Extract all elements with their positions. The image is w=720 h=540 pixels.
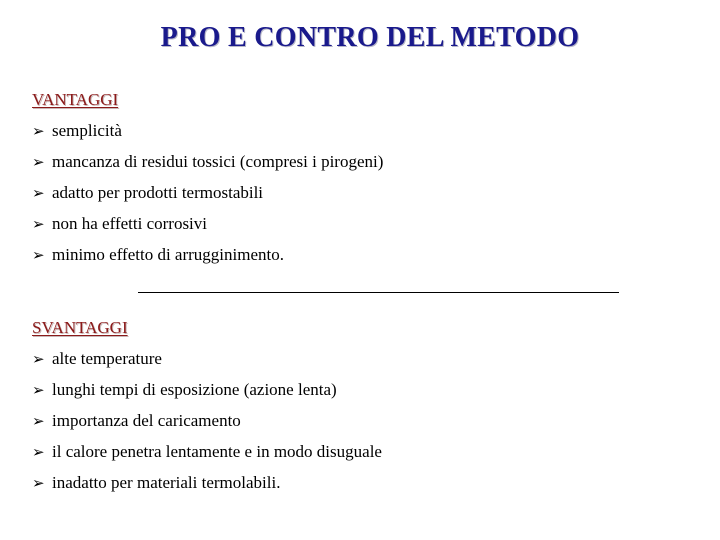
list-item: [32, 410, 382, 441]
list-item: [32, 472, 382, 503]
list-item: [32, 244, 383, 275]
pros-list: [32, 120, 383, 275]
list-item-text: il calore penetra lentamente e in modo disuguale: [52, 442, 382, 461]
cons-heading: SVANTAGGI: [32, 318, 128, 337]
arrow-bullet-icon: ➢: [32, 122, 45, 140]
pros-heading: VANTAGGI: [32, 90, 119, 109]
list-item-text: semplicità: [52, 121, 122, 140]
list-item: [32, 213, 383, 244]
list-item-text: importanza del caricamento: [52, 411, 241, 430]
list-item-text: lunghi tempi di esposizione (azione lenta): [52, 380, 337, 399]
cons-list: [32, 348, 382, 503]
list-item-text: adatto per prodotti termostabili: [52, 183, 264, 202]
list-item-text: mancanza di residui tossici (compresi i pirogeni): [52, 152, 384, 171]
list-item: [32, 379, 382, 410]
list-item: [32, 441, 382, 472]
list-item: [32, 151, 383, 182]
arrow-bullet-icon: ➢: [32, 153, 45, 171]
arrow-bullet-icon: ➢: [32, 381, 45, 399]
arrow-bullet-icon: ➢: [32, 215, 45, 233]
list-item-text: non ha effetti corrosivi: [52, 214, 208, 233]
arrow-bullet-icon: ➢: [32, 443, 45, 461]
list-item-text: alte temperature: [52, 349, 162, 368]
arrow-bullet-icon: ➢: [32, 412, 45, 430]
slide-title: PRO E CONTRO DEL METODO: [160, 22, 580, 53]
section-divider: [138, 292, 619, 293]
arrow-bullet-icon: ➢: [32, 184, 45, 202]
list-item-text: inadatto per materiali termolabili.: [52, 473, 281, 492]
list-item-text: minimo effetto di arrugginimento.: [52, 245, 284, 264]
arrow-bullet-icon: ➢: [32, 474, 45, 492]
list-item: [32, 182, 383, 213]
list-item: [32, 120, 383, 151]
arrow-bullet-icon: ➢: [32, 350, 45, 368]
arrow-bullet-icon: ➢: [32, 246, 45, 264]
list-item: [32, 348, 382, 379]
